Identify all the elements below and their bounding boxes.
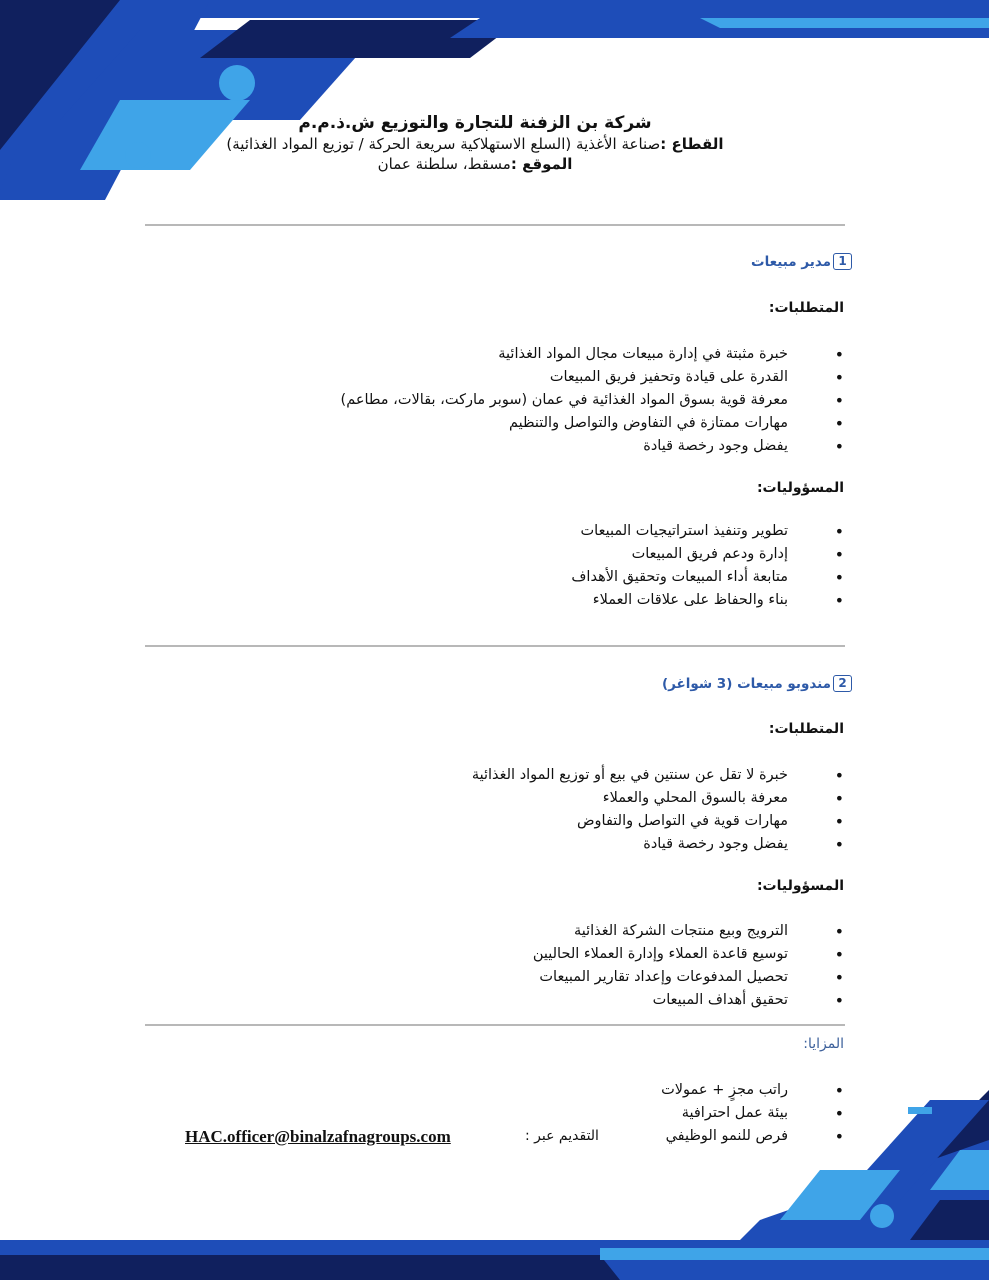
location-label: الموقع : (510, 155, 573, 173)
list-item: • بناء والحفاظ على علاقات العملاء (571, 589, 844, 612)
divider (145, 224, 845, 226)
role-1-heading (751, 253, 852, 270)
apply-label: التقديم عبر : (525, 1128, 599, 1144)
list-item: • يفضل وجود رخصة قيادة (472, 833, 844, 856)
list-item: • توسيع قاعدة العملاء وإدارة العملاء الحاليين (533, 943, 844, 966)
role-1-responsibilities-title: المسؤوليات: (756, 480, 844, 496)
company-header (150, 112, 800, 174)
list-item: • بيئة عمل احترافية (661, 1102, 844, 1125)
list-item: • تطوير وتنفيذ استراتيجيات المبيعات (571, 520, 844, 543)
role-2-title: مندوبو مبيعات (3 شواغر) (661, 675, 831, 692)
role-2-requirements-title: المتطلبات: (768, 721, 844, 737)
list-item: • إدارة ودعم فريق المبيعات (571, 543, 844, 566)
list-item: • تحصيل المدفوعات وإعداد تقارير المبيعات (533, 966, 844, 989)
location-value: مسقط، سلطنة عمان (377, 155, 511, 173)
list-item: • الترويج وبيع منتجات الشركة الغذائية (533, 920, 844, 943)
list-item: • متابعة أداء المبيعات وتحقيق الأهداف (571, 566, 844, 589)
email-link[interactable]: HAC.officer@binalzafnagroups.com (185, 1127, 451, 1146)
list-item: • يفضل وجود رخصة قيادة (341, 435, 844, 458)
role-2-requirements-list (472, 764, 844, 856)
role-2-responsibilities-title: المسؤوليات: (756, 878, 844, 894)
list-item: • معرفة قوية بسوق المواد الغذائية في عمان (سوبر ماركت، بقالات، مطاعم) (341, 389, 844, 412)
location-line (150, 154, 800, 174)
bottom-decoration (0, 1080, 989, 1280)
sector-line (150, 134, 800, 154)
list-item: • خبرة مثبتة في إدارة مبيعات مجال المواد الغذائية (341, 343, 844, 366)
sector-value: صناعة الأغذية (السلع الاستهلاكية سريعة الحركة / توزيع المواد الغذائية) (226, 135, 661, 153)
role-2-heading (662, 675, 852, 692)
role-1-requirements-title: المتطلبات: (768, 300, 844, 316)
list-item: • تحقيق أهداف المبيعات (533, 989, 844, 1012)
role-2-number: 2 (833, 675, 852, 692)
role-1-number: 1 (833, 253, 852, 270)
list-item: • معرفة بالسوق المحلي والعملاء (472, 787, 844, 810)
list-item: • مهارات ممتازة في التفاوض والتواصل والتنظيم (341, 412, 844, 435)
benefits-title: المزايا: (803, 1036, 844, 1052)
role-2-responsibilities-list (533, 920, 844, 1012)
divider (145, 645, 845, 647)
list-item: • راتب مجزٍ + عمولات (661, 1079, 844, 1102)
divider (145, 1024, 845, 1026)
role-1-requirements-list (341, 343, 844, 458)
sector-label: القطاع : (660, 135, 724, 153)
list-item: • فرص للنمو الوظيفي (661, 1125, 844, 1148)
role-1-title: مدير مبيعات (751, 253, 831, 270)
role-1-responsibilities-list (571, 520, 844, 612)
list-item: • مهارات قوية في التواصل والتفاوض (472, 810, 844, 833)
company-name: شركة بن الزفنة للتجارة والتوزيع ش.ذ.م.م (298, 113, 652, 133)
list-item: • القدرة على قيادة وتحفيز فريق المبيعات (341, 366, 844, 389)
list-item: • خبرة لا تقل عن سنتين في بيع أو توزيع المواد الغذائية (472, 764, 844, 787)
